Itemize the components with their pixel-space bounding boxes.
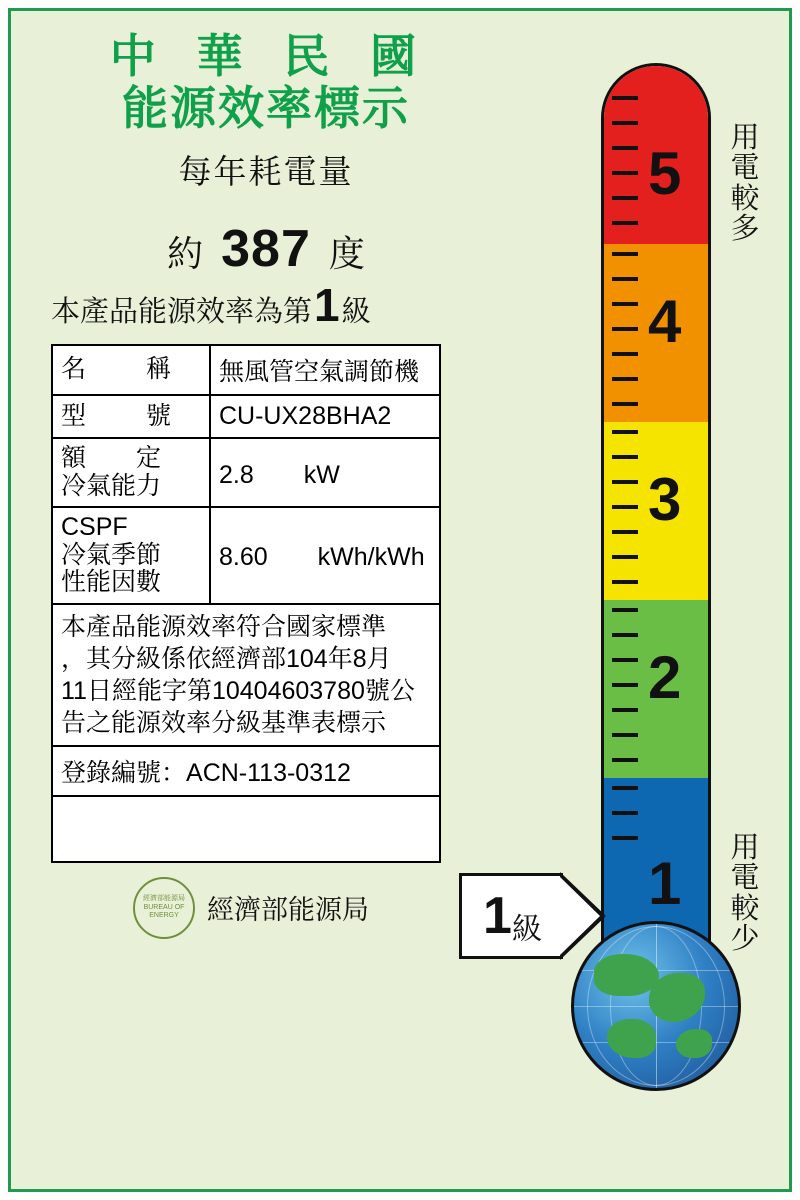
standards-note (52, 604, 440, 746)
caption-more-char1: 用 (730, 122, 760, 154)
thermo-band-3 (604, 422, 708, 600)
spec-key-cspf-line1: CSPF (61, 513, 128, 542)
thermo-band-4 (604, 244, 708, 422)
thermo-ticks-5 (612, 66, 638, 244)
specification-table (51, 344, 441, 863)
registration-value: ACN-113-0312 (186, 758, 351, 787)
thermo-level-label-1: 1 (648, 850, 682, 917)
table-row-note (52, 604, 440, 746)
thermo-level-label-5: 5 (648, 140, 682, 207)
caption-less-char2: 電 (730, 862, 760, 895)
annual-consumption-row (51, 219, 481, 279)
energy-label-card (8, 8, 792, 1192)
spec-key-model (52, 395, 210, 438)
spec-key-cspf (52, 507, 210, 604)
bureau-footer (133, 877, 481, 939)
standards-note-line2: ，其分級係依經濟部104年8月 (61, 644, 392, 673)
grade-pointer-arrow (459, 873, 609, 959)
spec-key-name-char2: 稱 (145, 355, 171, 384)
thermo-ticks-3 (612, 422, 638, 600)
spec-value-model: CU-UX28BHA2 (210, 395, 440, 438)
spec-value-capacity: 2.8 kW (210, 438, 440, 507)
spec-key-name (52, 345, 210, 395)
thermo-band-5 (604, 66, 708, 244)
table-row-name (52, 345, 440, 395)
spec-key-name-char1: 名 (61, 355, 87, 384)
spec-key-cspf-line2: 冷氣季節 (61, 540, 162, 569)
thermo-ticks-4 (612, 244, 638, 422)
bureau-seal-icon: 經濟部能源局 BUREAU OF ENERGY (133, 877, 195, 939)
grade-pointer-body (459, 873, 563, 959)
caption-more-power (727, 123, 763, 245)
thermo-ticks-2 (612, 600, 638, 778)
thermo-level-label-4: 4 (648, 288, 682, 355)
blank-cell (52, 796, 440, 862)
efficiency-thermometer (531, 63, 761, 1143)
spec-key-cspf-line3: 性能因數 (61, 568, 162, 597)
caption-less-char3: 較 (730, 892, 760, 925)
caption-more-char4: 多 (730, 213, 760, 246)
label-title-line2: 能源效率標示 (122, 81, 410, 134)
standards-note-line1: 本產品能源效率符合國家標準 (61, 612, 387, 641)
standards-note-line4: 告之能源效率分級基準表標示 (61, 708, 387, 737)
grade-statement-grade: 1 (314, 279, 340, 332)
caption-less-power (727, 833, 763, 955)
thermometer-tube (601, 63, 711, 953)
consumption-value: 387 (221, 220, 311, 279)
standards-note-line3: 11日經能字第10404603780號公 (61, 676, 415, 705)
thermo-band-2 (604, 600, 708, 778)
grade-pointer-number: 1 (483, 887, 512, 945)
grade-statement (51, 279, 481, 332)
spec-key-model-char1: 型 (61, 401, 87, 430)
grade-statement-suffix: 級 (341, 296, 371, 329)
spec-key-capacity-line2: 冷氣能力 (61, 471, 162, 500)
table-row-registration (52, 746, 440, 796)
thermo-level-label-2: 2 (648, 644, 682, 711)
spec-key-capacity (52, 438, 210, 507)
spec-value-cspf: 8.60 kWh/kWh (210, 507, 440, 604)
caption-more-char2: 電 (730, 152, 760, 185)
grade-pointer-unit: 級 (511, 913, 542, 946)
grade-pointer-tip-fill (560, 877, 600, 955)
thermo-level-label-3: 3 (648, 466, 682, 533)
table-row-cspf (52, 507, 440, 604)
label-title-line1: 中 華 民 國 (109, 30, 431, 82)
caption-more-char3: 較 (730, 182, 760, 215)
table-row-capacity (52, 438, 440, 507)
spec-key-model-char2: 號 (145, 401, 171, 430)
registration-row (52, 746, 440, 796)
registration-label: 登錄編號： (61, 758, 187, 787)
consumption-approx-label: 約 (167, 233, 204, 275)
table-row-model (52, 395, 440, 438)
caption-less-char1: 用 (730, 832, 760, 864)
label-left-column (51, 31, 481, 939)
spec-key-capacity-line1: 額 定 (61, 444, 162, 473)
consumption-unit: 度 (328, 233, 365, 275)
spec-value-name: 無風管空氣調節機 (210, 345, 440, 395)
annual-consumption-subtitle: 每年耗電量 (178, 153, 354, 191)
grade-statement-prefix: 本產品能源效率為第 (51, 296, 313, 329)
table-row-blank (52, 796, 440, 862)
caption-less-char4: 少 (730, 923, 760, 956)
bureau-name: 經濟部能源局 (207, 895, 369, 926)
